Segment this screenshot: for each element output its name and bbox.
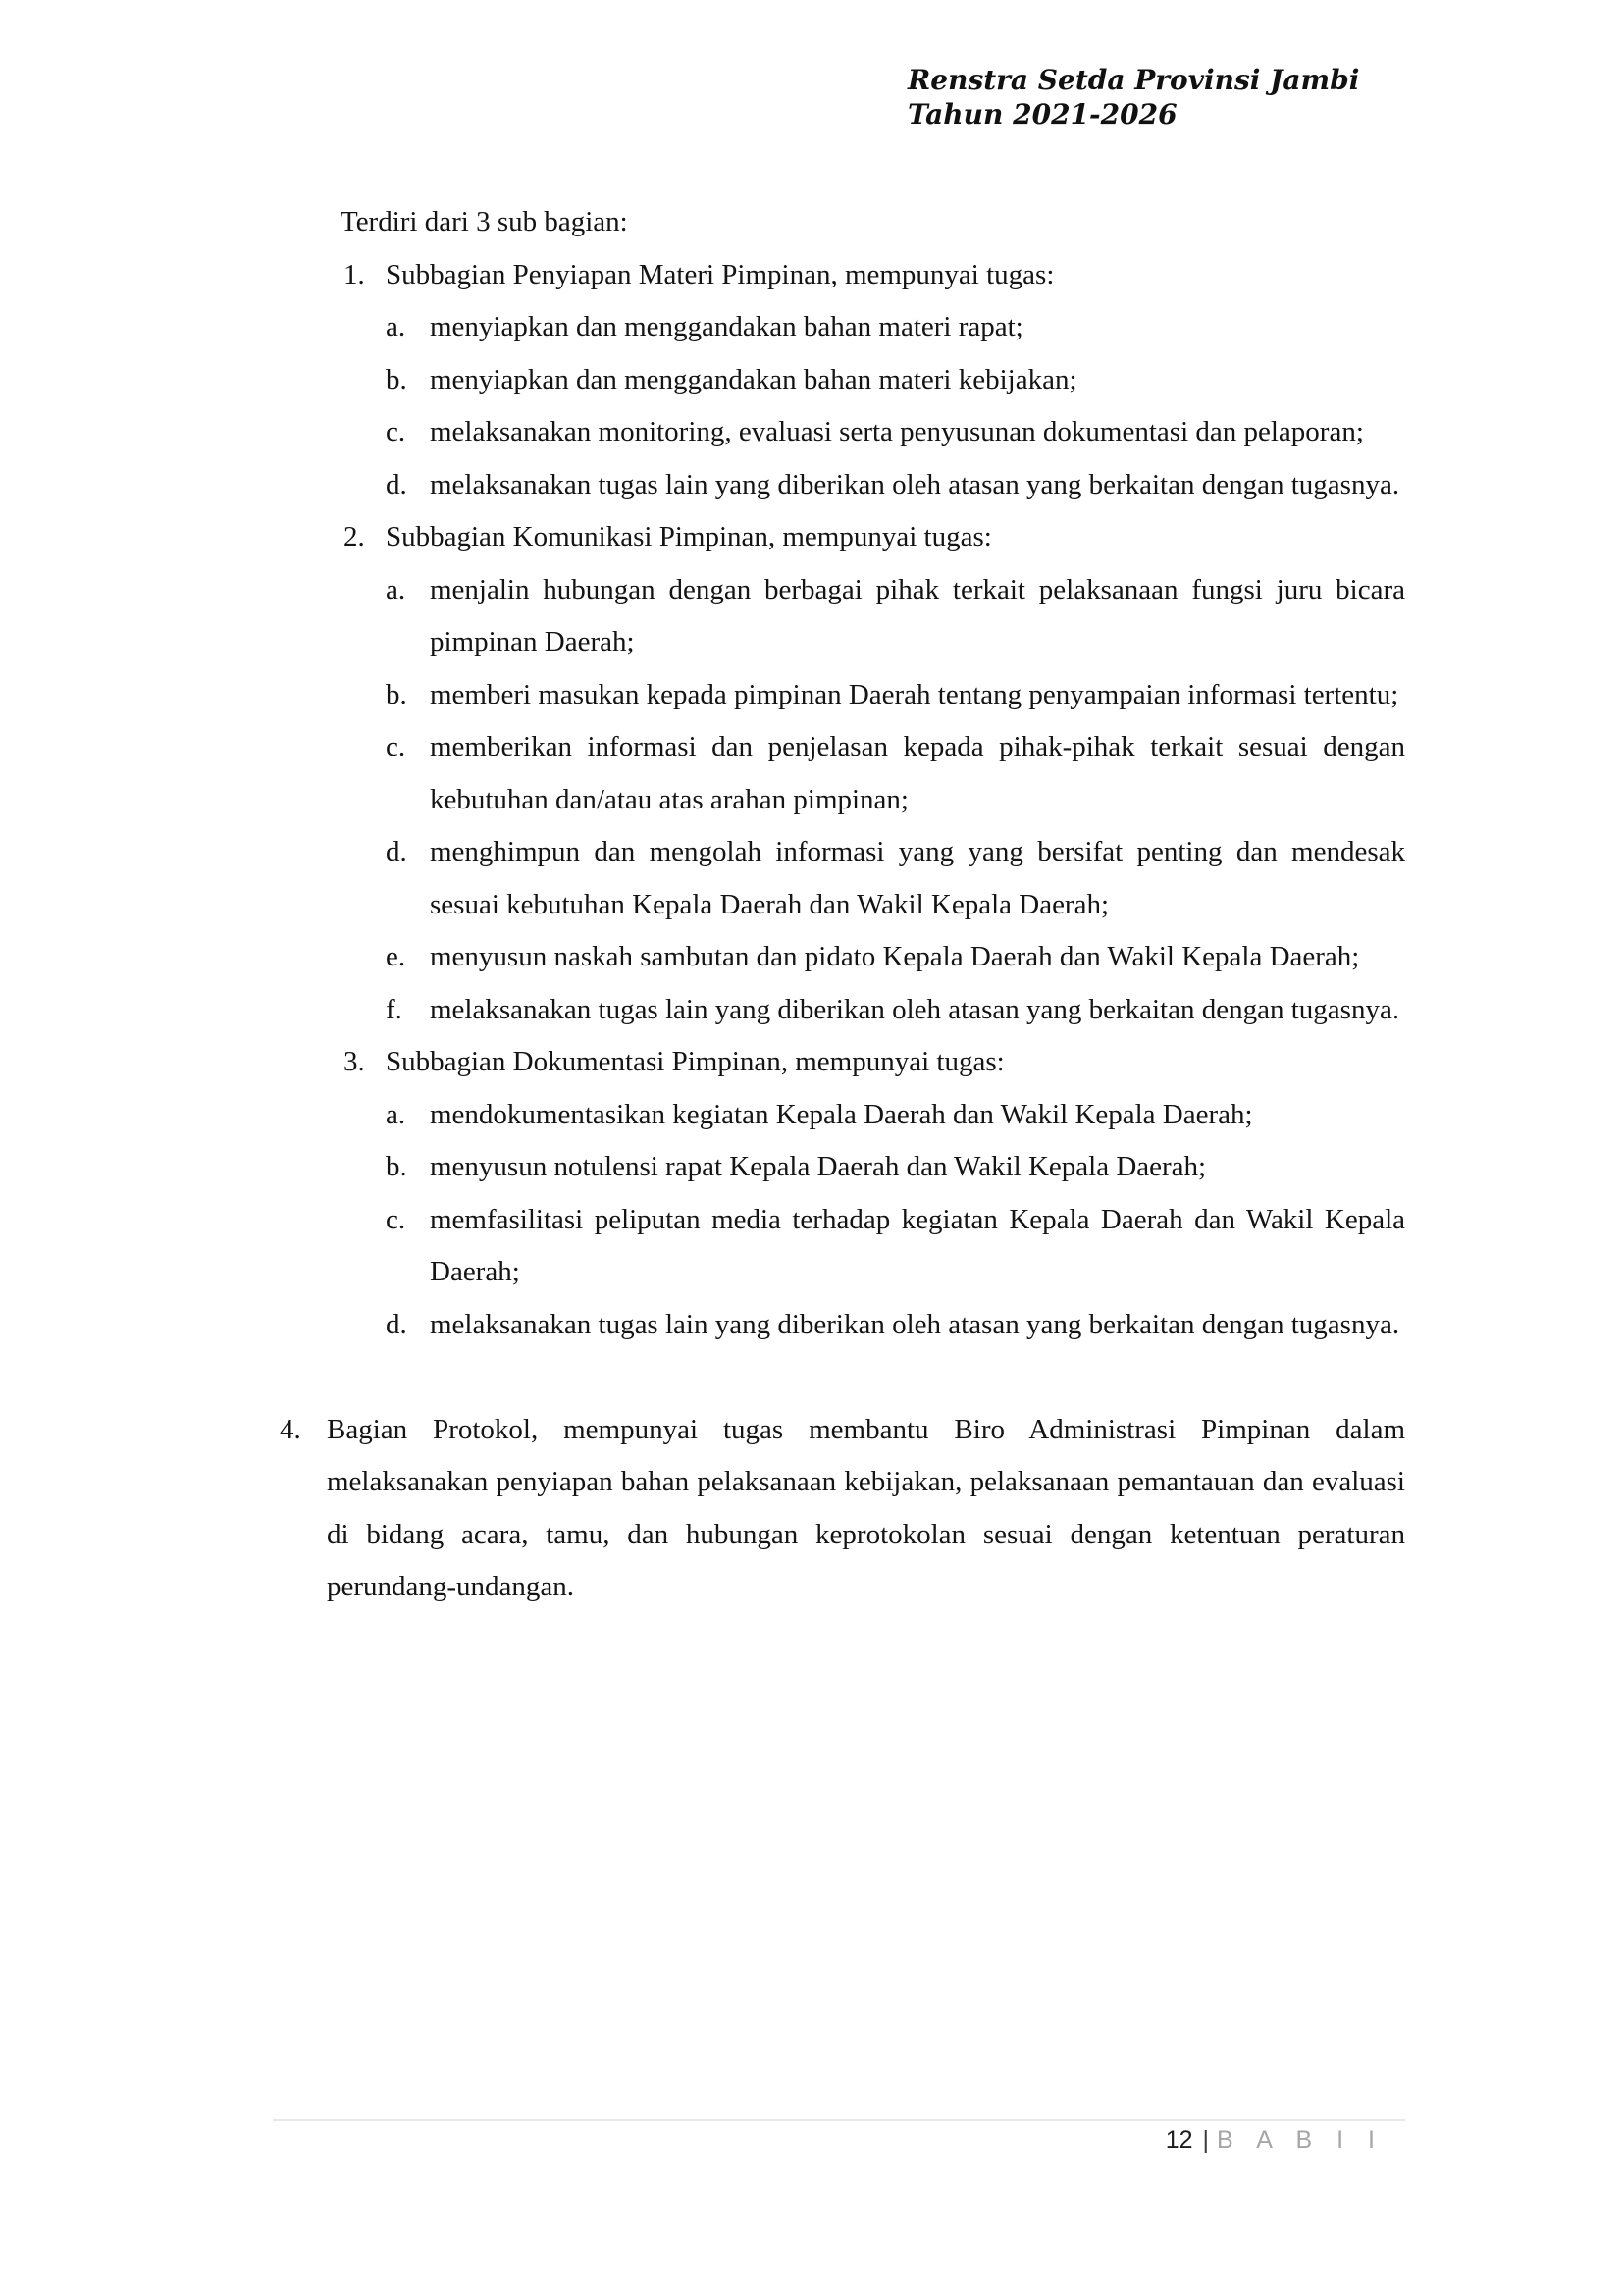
sub-item-text: melaksanakan monitoring, evaluasi serta penyusunan dokumentasi dan pelaporan;	[430, 416, 1364, 447]
sub-item	[386, 564, 1405, 669]
sub-item	[386, 1141, 1405, 1194]
sub-item-letter: b.	[386, 1151, 407, 1182]
list-item-1-subitems	[386, 301, 1405, 511]
sub-item	[386, 1194, 1405, 1299]
header-title-line2: Tahun 2021-2026	[908, 98, 1178, 130]
sub-item-letter: d.	[386, 836, 407, 867]
sub-item	[386, 721, 1405, 826]
sub-item-letter: d.	[386, 1308, 407, 1340]
footer-separator: |	[1202, 2126, 1210, 2154]
sub-item-text: melaksanakan tugas lain yang diberikan oleh atasan yang berkaitan dengan tugasnya.	[430, 468, 1400, 500]
sub-item-text: memberi masukan kepada pimpinan Daerah tentang penyampaian informasi tertentu;	[430, 678, 1399, 710]
list-item-title: Subbagian Penyiapan Materi Pimpinan, mempunyai tugas:	[386, 258, 1055, 290]
list-item-1	[343, 249, 1405, 512]
sub-item	[386, 826, 1405, 931]
sub-item-text: melaksanakan tugas lain yang diberikan oleh atasan yang berkaitan dengan tugasnya.	[430, 1308, 1400, 1340]
sub-item-letter: a.	[386, 311, 406, 342]
list-item-3	[343, 1036, 1405, 1351]
sub-item-text: memberikan informasi dan penjelasan kepada pihak-pihak terkait sesuai dengan kebutuhan dan/atau atas arahan pimpinan;	[430, 731, 1405, 815]
sub-item	[386, 1299, 1405, 1352]
sub-item	[386, 931, 1405, 984]
sub-item-text: menyusun notulensi rapat Kepala Daerah dan Wakil Kepala Daerah;	[430, 1151, 1207, 1182]
sub-item	[386, 1089, 1405, 1142]
list-item-number: 2.	[343, 521, 365, 552]
sub-item	[386, 301, 1405, 354]
page-header	[908, 63, 1359, 131]
sub-item-text: menyiapkan dan menggandakan bahan materi rapat;	[430, 311, 1023, 342]
sub-item-text: memfasilitasi peliputan media terhadap kegiatan Kepala Daerah dan Wakil Kepala Daerah;	[430, 1203, 1405, 1287]
sub-item	[386, 354, 1405, 407]
list-item-number: 3.	[343, 1046, 365, 1077]
sub-item-text: melaksanakan tugas lain yang diberikan oleh atasan yang berkaitan dengan tugasnya.	[430, 993, 1400, 1025]
sub-item-letter: b.	[386, 363, 407, 395]
header-title-line1: Renstra Setda Provinsi Jambi	[908, 64, 1360, 96]
sub-item-text: menyiapkan dan menggandakan bahan materi kebijakan;	[430, 363, 1077, 395]
list-item-number: 4.	[280, 1413, 301, 1445]
sub-item-text: menjalin hubungan dengan berbagai pihak terkait pelaksanaan fungsi juru bicara pimpinan Daerah;	[430, 573, 1405, 657]
sub-item-letter: c.	[386, 416, 406, 447]
list-item-1-heading	[343, 249, 1405, 302]
list-item-title: Subbagian Komunikasi Pimpinan, mempunyai tugas:	[386, 521, 992, 552]
list-item-2-subitems	[386, 564, 1405, 1037]
sub-item	[386, 669, 1405, 722]
sub-item-letter: c.	[386, 731, 406, 762]
document-body	[280, 196, 1405, 1614]
sub-item-letter: d.	[386, 468, 407, 500]
page-number: 12	[1165, 2126, 1193, 2154]
sub-item-text: mendokumentasikan kegiatan Kepala Daerah dan Wakil Kepala Daerah;	[430, 1098, 1253, 1130]
list-item-title: Subbagian Dokumentasi Pimpinan, mempunyai tugas:	[386, 1046, 1005, 1077]
sub-item-letter: a.	[386, 573, 406, 605]
list-item-3-heading	[343, 1036, 1405, 1089]
footer-divider	[273, 2119, 1405, 2121]
list-item-2-heading	[343, 511, 1405, 564]
list-item-text: Bagian Protokol, mempunyai tugas membantu Biro Administrasi Pimpinan dalam melaksanakan penyiapan bahan pelaksanaan kebijakan, pelaksanaan pemantauan dan evaluasi di bidang acara, tamu, dan hubungan keprotokolan sesuai dengan ketentuan peraturan perundang-undangan.	[327, 1413, 1405, 1602]
list-item-3-subitems	[386, 1089, 1405, 1352]
page-footer	[1166, 2125, 1384, 2155]
sub-item-text: menyusun naskah sambutan dan pidato Kepala Daerah dan Wakil Kepala Daerah;	[430, 941, 1360, 972]
sub-item	[386, 984, 1405, 1037]
footer-section-label: B A B I I	[1217, 2126, 1384, 2154]
sub-item-letter: a.	[386, 1098, 406, 1130]
list-item-4	[280, 1404, 1405, 1614]
sub-item-letter: e.	[386, 941, 406, 972]
list-item-number: 1.	[343, 258, 365, 290]
sub-item-letter: c.	[386, 1203, 406, 1235]
sub-item	[386, 459, 1405, 512]
sub-item-text: menghimpun dan mengolah informasi yang yang bersifat penting dan mendesak sesuai kebutuhan Kepala Daerah dan Wakil Kepala Daerah;	[430, 836, 1405, 920]
sub-item	[386, 406, 1405, 459]
sub-item-letter: f.	[386, 993, 402, 1025]
sub-item-letter: b.	[386, 678, 407, 710]
intro-paragraph: Terdiri dari 3 sub bagian:	[341, 206, 628, 237]
list-item-2	[343, 511, 1405, 1036]
